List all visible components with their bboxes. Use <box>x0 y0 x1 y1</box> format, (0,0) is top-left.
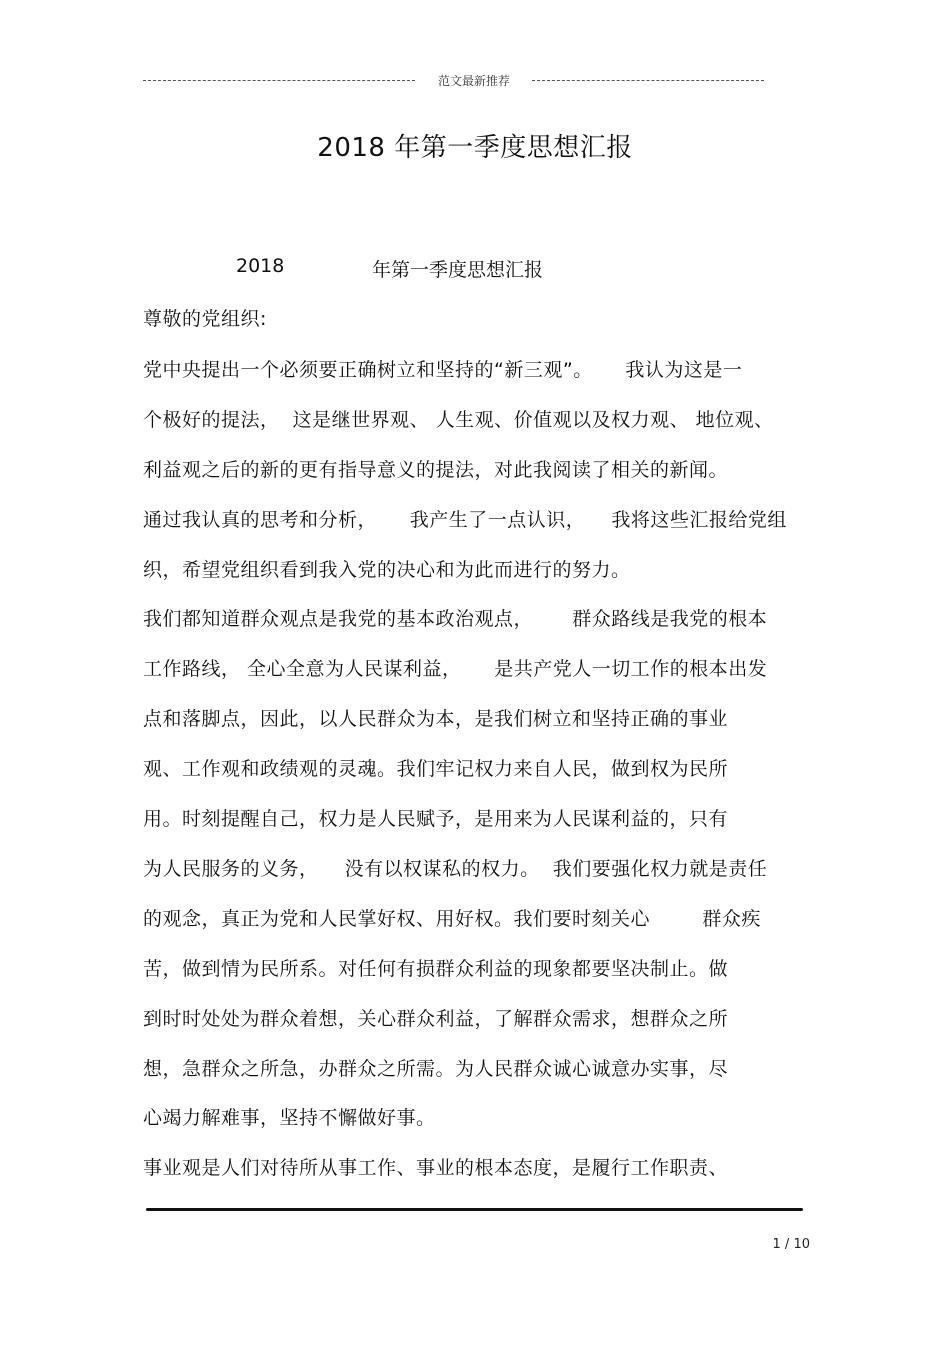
body-line: 想，急群众之所急，办群众之所需。为人民群众诚心诚意办实事，尽 <box>143 1058 729 1080</box>
body-line: 个极好的提法， 这是继世界观、 人生观、价值观以及权力观、 地位观、 <box>143 409 774 431</box>
body-line: 工作路线， 全心全意为人民谋利益， 是共产党人一切工作的根本出发 <box>143 658 768 680</box>
body-line: 党中央提出一个必须要正确树立和坚持的“新三观”。 我认为这是一 <box>143 359 743 381</box>
body-line: 为人民服务的义务， 没有以权谋私的权力。 我们要强化权力就是责任 <box>143 858 768 880</box>
body-line: 事业观是人们对待所从事工作、事业的根本态度，是履行工作职责、 <box>143 1157 729 1179</box>
body-line: 利益观之后的新的更有指导意义的提法，对此我阅读了相关的新闻。 <box>143 459 729 481</box>
body-line: 的观念，真正为党和人民掌好权、用好权。我们要时刻关心 群众疾 <box>143 908 761 930</box>
body-line: 通过我认真的思考和分析， 我产生了一点认识， 我将这些汇报给党组 <box>143 509 787 531</box>
subtitle-text: 年第一季度思想汇报 <box>372 259 544 281</box>
subtitle-year: 2018 <box>236 255 285 277</box>
body-line: 尊敬的党组织: <box>143 308 267 330</box>
body-line: 点和落脚点，因此，以人民群众为本，是我们树立和坚持正确的事业 <box>143 708 729 730</box>
body-line: 苦，做到情为民所系。对任何有损群众利益的现象都要坚决制止。做 <box>143 958 729 980</box>
document-title: 2018 年第一季度思想汇报 <box>317 133 633 163</box>
page-number: 1 / 10 <box>772 1237 810 1252</box>
body-line: 观、工作观和政绩观的灵魂。我们牢记权力来自人民，做到权为民所 <box>143 758 729 780</box>
footer-rule <box>146 1208 803 1211</box>
body-line: 我们都知道群众观点是我党的基本政治观点， 群众路线是我党的根本 <box>143 608 768 630</box>
body-line: 用。时刻提醒自己，权力是人民赋予，是用来为人民谋利益的，只有 <box>143 808 729 830</box>
body-line: 织，希望党组织看到我入党的决心和为此而进行的努力。 <box>143 559 631 581</box>
header-dashed-rule-right <box>532 80 764 81</box>
header-label: 范文最新推荐 <box>428 72 520 89</box>
header-dashed-rule-left <box>143 80 415 81</box>
body-line: 到时时处处为群众着想，关心群众利益，了解群众需求，想群众之所 <box>143 1008 729 1030</box>
body-line: 心竭力解难事，坚持不懈做好事。 <box>143 1107 436 1129</box>
